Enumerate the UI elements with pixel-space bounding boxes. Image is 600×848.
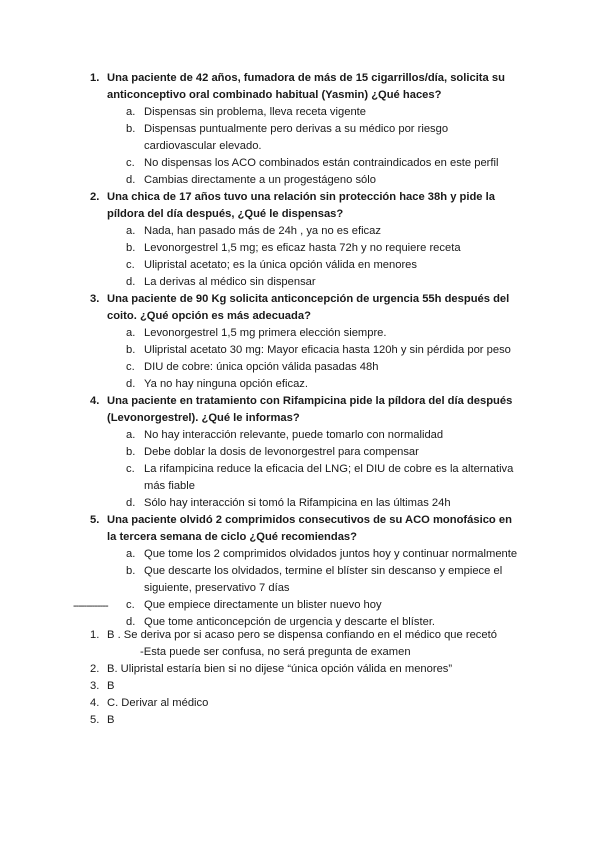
answer-number: 3. [90, 680, 100, 692]
answer-item [0, 712, 600, 729]
option-item [107, 495, 520, 512]
answer-item [0, 678, 600, 695]
option-letter: b. [126, 123, 136, 135]
option-letter: a. [126, 429, 136, 441]
option-item [107, 342, 520, 359]
option-item [107, 444, 520, 461]
separator-line: ------------- [73, 600, 108, 612]
question-item [0, 393, 600, 512]
option-letter: d. [126, 276, 136, 288]
option-item [107, 597, 520, 614]
option-item [107, 376, 520, 393]
option-letter: a. [126, 225, 136, 237]
option-text: La rifampicina reduce la eficacia del LNG; el DIU de cobre es la alternativa más fiable [144, 463, 514, 492]
question-text: Una paciente olvidó 2 comprimidos consecutivos de su ACO monofásico en la tercera semana de ciclo ¿Qué recomiendas? [107, 514, 512, 543]
option-text: Nada, han pasado más de 24h , ya no es eficaz [144, 225, 381, 237]
answer-number: 4. [90, 697, 100, 709]
option-item [107, 223, 520, 240]
option-text: Levonorgestrel 1,5 mg; es eficaz hasta 72h y no requiere receta [144, 242, 461, 254]
option-text: Sólo hay interacción si tomó la Rifampicina en las últimas 24h [144, 497, 451, 509]
question-number: 1. [90, 72, 100, 84]
option-list [107, 223, 520, 291]
option-letter: d. [126, 616, 136, 628]
option-letter: b. [126, 344, 136, 356]
option-item [107, 121, 520, 155]
option-text: Cambias directamente a un progestágeno sólo [144, 174, 376, 186]
answer-text: B [107, 680, 115, 692]
option-item [107, 325, 520, 342]
option-text: DIU de cobre: única opción válida pasadas 48h [144, 361, 379, 373]
answer-text: B. Ulipristal estaría bien si no dijese “única opción válida en menores” [107, 663, 453, 675]
option-letter: a. [126, 106, 136, 118]
option-text: Ya no hay ninguna opción eficaz. [144, 378, 308, 390]
answer-text: B . Se deriva por si acaso pero se dispensa confiando en el médico que recetó [107, 629, 497, 641]
option-letter: a. [126, 548, 136, 560]
option-letter: c. [126, 463, 135, 475]
option-item [107, 104, 520, 121]
option-item [107, 427, 520, 444]
answer-text: B [107, 714, 115, 726]
option-item [107, 461, 520, 495]
option-letter: b. [126, 446, 136, 458]
option-text: La derivas al médico sin dispensar [144, 276, 316, 288]
option-letter: c. [126, 157, 135, 169]
question-text: Una paciente de 42 años, fumadora de más de 15 cigarrillos/día, solicita su anticonceptivo oral combinado habitual (Yasmin) ¿Qué haces? [107, 72, 505, 101]
question-item [0, 189, 600, 291]
option-letter: c. [126, 361, 135, 373]
question-text: Una chica de 17 años tuvo una relación sin protección hace 38h y pide la píldora del día después, ¿Qué le dispensas? [107, 191, 495, 220]
question-text: Una paciente en tratamiento con Rifampicina pide la píldora del día después (Levonorgestrel). ¿Qué le informas? [107, 395, 513, 424]
option-text: Ulipristal acetato; es la única opción válida en menores [144, 259, 418, 271]
option-text: No hay interacción relevante, puede tomarlo con normalidad [144, 429, 444, 441]
answer-text: C. Derivar al médico [107, 697, 209, 709]
option-letter: c. [126, 599, 135, 611]
option-list [107, 546, 520, 631]
option-item [107, 155, 520, 172]
option-list [107, 427, 520, 512]
option-letter: a. [126, 327, 136, 339]
option-list [107, 325, 520, 393]
answer-note: -Esta puede ser confusa, no será pregunta de examen [140, 646, 411, 658]
question-number: 5. [90, 514, 100, 526]
option-item [107, 359, 520, 376]
option-item [107, 274, 520, 291]
option-item [107, 546, 520, 563]
answer-key [0, 627, 600, 729]
option-letter: d. [126, 174, 136, 186]
option-text: Que tome anticoncepción de urgencia y descarte el blíster. [144, 616, 436, 628]
option-letter: d. [126, 378, 136, 390]
option-letter: b. [126, 242, 136, 254]
question-text: Una paciente de 90 Kg solicita anticoncepción de urgencia 55h después del coito. ¿Qué opción es más adecuada? [107, 293, 510, 322]
answer-number: 2. [90, 663, 100, 675]
option-text: Que descarte los olvidados, termine el blíster sin descanso y empiece el siguiente, preservativo 7 días [144, 565, 503, 594]
answer-item [0, 695, 600, 712]
option-item [107, 172, 520, 189]
answer-number: 5. [90, 714, 100, 726]
question-number: 2. [90, 191, 100, 203]
option-letter: c. [126, 259, 135, 271]
answer-item [0, 661, 600, 678]
option-text: Dispensas sin problema, lleva receta vigente [144, 106, 367, 118]
option-item [107, 563, 520, 597]
question-item [0, 291, 600, 393]
question-item [0, 70, 600, 189]
option-text: Levonorgestrel 1,5 mg primera elección siempre. [144, 327, 387, 339]
option-list [107, 104, 520, 189]
option-text: Ulipristal acetato 30 mg: Mayor eficacia hasta 120h y sin pérdida por peso [144, 344, 511, 356]
option-text: No dispensas los ACO combinados están contraindicados en este perfil [144, 157, 499, 169]
option-text: Dispensas puntualmente pero derivas a su médico por riesgo cardiovascular elevado. [144, 123, 449, 152]
question-number: 4. [90, 395, 100, 407]
option-text: Que tome los 2 comprimidos olvidados juntos hoy y continuar normalmente [144, 548, 518, 560]
answer-number: 1. [90, 629, 100, 641]
question-number: 3. [90, 293, 100, 305]
answer-item [0, 627, 600, 661]
option-text: Que empiece directamente un blister nuevo hoy [144, 599, 382, 611]
option-letter: d. [126, 497, 136, 509]
option-item [107, 240, 520, 257]
question-list [0, 70, 600, 631]
option-item [107, 257, 520, 274]
option-text: Debe doblar la dosis de levonorgestrel para compensar [144, 446, 419, 458]
option-letter: b. [126, 565, 136, 577]
